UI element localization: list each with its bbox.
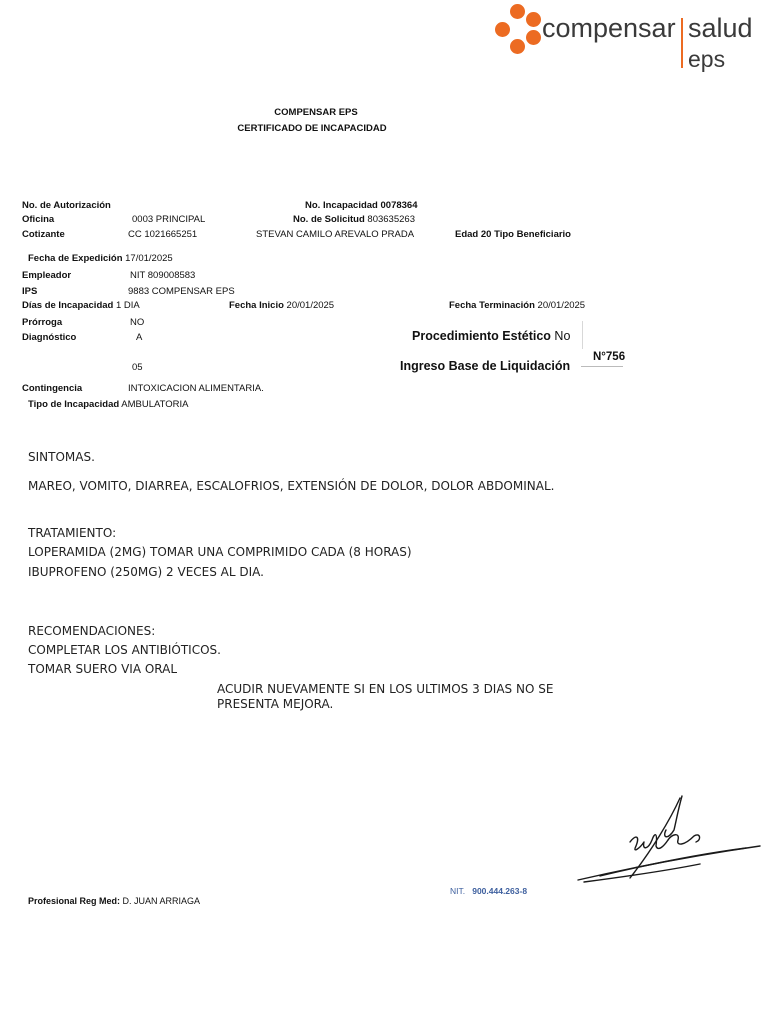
header-org: COMPENSAR EPS [274, 107, 358, 118]
recomendaciones-title: RECOMENDACIONES: [28, 624, 156, 638]
edad-tipo: Edad 20 Tipo Beneficiario [455, 229, 571, 240]
procedimiento-estetico: Procedimiento Estético No [412, 329, 571, 343]
expedicion: Fecha de Expedición 17/01/2025 [28, 253, 173, 264]
prorroga-label: Prórroga [22, 317, 63, 328]
oficina-label: Oficina [22, 214, 55, 225]
numero-certificado: N°756 [593, 351, 626, 363]
tipo-incapacidad: Tipo de Incapacidad AMBULATORIA [28, 399, 189, 410]
fecha-terminacion: Fecha Terminación 20/01/2025 [449, 300, 586, 311]
cotizante-id: CC 1021665251 [128, 229, 198, 240]
fecha-inicio: Fecha Inicio 20/01/2025 [229, 300, 335, 311]
signature-image [570, 790, 765, 890]
document-title: CERTIFICADO DE INCAPACIDAD [237, 123, 387, 134]
cotizante-name: STEVAN CAMILO AREVALO PRADA [256, 229, 415, 240]
logo-brand: compensar [542, 13, 676, 43]
autorizacion-label: No. de Autorización [22, 200, 111, 211]
contingencia-label: Contingencia [22, 383, 83, 394]
contingencia-value: INTOXICACION ALIMENTARIA. [128, 383, 264, 394]
tratamiento-line-1: LOPERAMIDA (2MG) TOMAR UNA COMPRIMIDO CADA (8 HORAS) [28, 545, 412, 559]
ips-value: 9883 COMPENSAR EPS [128, 286, 235, 297]
recomendacion-line-3: ACUDIR NUEVAMENTE SI EN LOS ULTIMOS 3 DIAS NO SE [217, 682, 554, 696]
tratamiento-line-2: IBUPROFENO (250MG) 2 VECES AL DIA. [28, 565, 264, 579]
logo-dots-icon [492, 4, 544, 56]
recomendacion-line-1: COMPLETAR LOS ANTIBIÓTICOS. [28, 643, 221, 657]
nit-stamp: NIT. 900.444.263-8 [450, 886, 528, 896]
compensar-logo [492, 4, 762, 74]
tratamiento-title: TRATAMIENTO: [28, 526, 117, 540]
incapacidad-number: No. Incapacidad 0078364 [305, 200, 418, 211]
diagnostico-value: A [136, 332, 143, 343]
empleador-label: Empleador [22, 270, 72, 281]
logo-divider [681, 18, 683, 68]
profesional: Profesional Reg Med: D. JUAN ARRIAGA [28, 896, 201, 906]
sintomas-text: MAREO, VOMITO, DIARREA, ESCALOFRIOS, EXTENSIÓN DE DOLOR, DOLOR ABDOMINAL. [28, 479, 555, 493]
cotizante-label: Cotizante [22, 229, 65, 240]
recomendacion-line-2: TOMAR SUERO VIA ORAL [28, 662, 178, 676]
field-divider [582, 321, 583, 349]
logo-product: salud [688, 13, 753, 43]
diagnostico-code: 05 [132, 362, 143, 373]
empleador-value: NIT 809008583 [130, 270, 196, 281]
solicitud: No. de Solicitud 803635263 [293, 214, 415, 225]
oficina-value: 0003 PRINCIPAL [132, 214, 206, 225]
logo-sub: eps [688, 46, 726, 72]
ingreso-base-label: Ingreso Base de Liquidación [400, 359, 571, 373]
ips-label: IPS [22, 286, 38, 297]
field-underline [581, 366, 623, 367]
prorroga-value: NO [130, 317, 145, 328]
diagnostico-label: Diagnóstico [22, 332, 77, 343]
sintomas-title: SINTOMAS. [28, 450, 95, 464]
recomendacion-line-4: PRESENTA MEJORA. [217, 697, 334, 711]
dias-incapacidad: Días de Incapacidad 1 DIA [22, 300, 140, 311]
